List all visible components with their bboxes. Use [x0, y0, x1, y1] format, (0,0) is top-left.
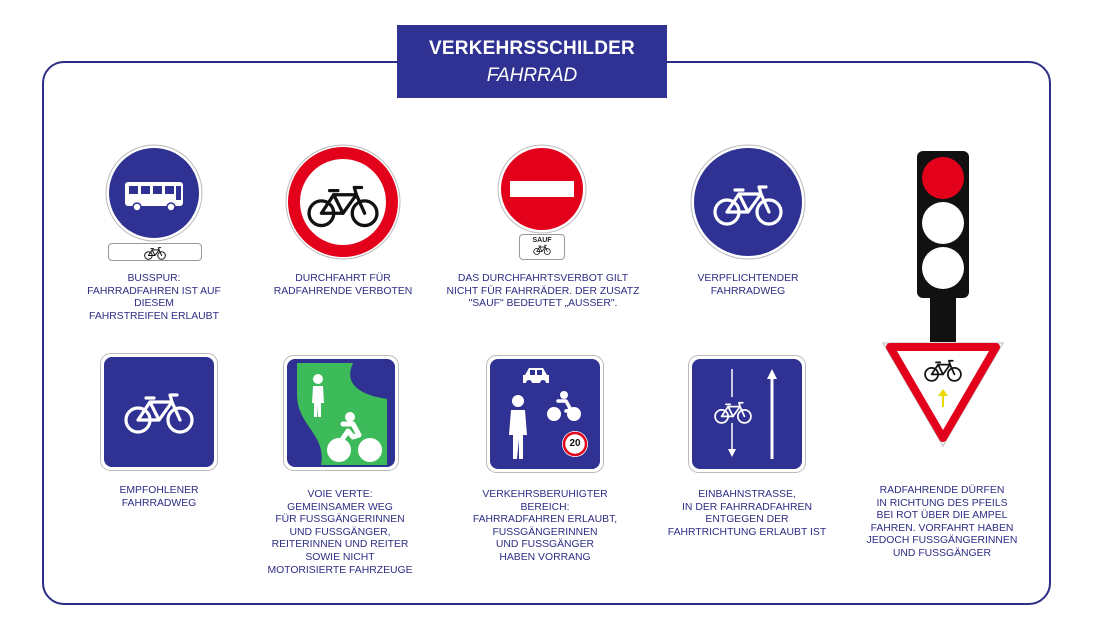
- caption-verkehrsberuhigt: VERKEHRSBERUHIGTER BEREICH: FAHRRADFAHREN ERLAUBT, FUSSGÄNGERINNEN UND FUSSGÄNGER HABEN VORRANG: [472, 489, 618, 563]
- sauf-plate: [519, 234, 565, 260]
- bike-plate: [108, 243, 202, 261]
- caption-sauf: DAS DURCHFAHRTSVERBOT GILT NICHT FÜR FAHRRÄDER. DER ZUSATZ "SAUF" BEDEUTET „AUSSER".: [446, 273, 640, 310]
- page-title: VERKEHRSSCHILDER: [429, 38, 635, 59]
- bicycle-icon: [533, 244, 551, 255]
- speed-limit-value: 20: [569, 438, 581, 449]
- caption-empfohlener-radweg: EMPFOHLENER FAHRRADWEG: [119, 485, 199, 509]
- sign-pflicht-radweg: [690, 144, 806, 260]
- sign-no-entry: [497, 144, 587, 234]
- sign-empfohlener-radweg: [100, 353, 218, 471]
- bus-lane-sign: [105, 144, 203, 242]
- sauf-plate-text: SAUF: [532, 237, 552, 244]
- page-subtitle: FAHRRAD: [486, 65, 578, 86]
- caption-pflicht-radweg: VERPFLICHTENDER FAHRRADWEG: [697, 273, 799, 297]
- caption-durchfahrt-verboten: DURCHFAHRT FÜR RADFAHRENDE VERBOTEN: [273, 273, 413, 297]
- sign-busspur: [105, 144, 203, 242]
- title-banner: [397, 25, 667, 98]
- sign-einbahnstrasse: [688, 355, 806, 473]
- sign-voie-verte: [283, 355, 399, 471]
- sign-verkehrsberuhigt: [486, 355, 604, 473]
- sign-traffic-light: [880, 150, 1006, 450]
- caption-einbahnstrasse: EINBAHNSTRASSE, IN DER FAHRRADFAHREN ENTGEGEN DER FAHRTRICHTUNG ERLAUBT IST: [667, 489, 827, 538]
- caption-busspur: BUSSPUR: FAHRRADFAHREN IST AUF DIESEM FAHRSTREIFEN ERLAUBT: [87, 273, 221, 322]
- caption-voie-verte: VOIE VERTE: GEMEINSAMER WEG FÜR FUSSGÄNGERINNEN UND FUSSGÄNGER, REITERINNEN UND REITER SOWIE NICHT MOTORISIERTE FAHRZEUGE: [267, 489, 413, 576]
- bicycle-icon: [144, 246, 166, 260]
- caption-ampel: RADFAHRENDE DÜRFEN IN RICHTUNG DES PFEILS BEI ROT ÜBER DIE AMPEL FAHREN. VORFAHRT HABEN JEDOCH FUSSGÄNGERINNEN UND FUSSGÄNGER: [866, 485, 1018, 559]
- sign-durchfahrt-verboten: [285, 144, 401, 260]
